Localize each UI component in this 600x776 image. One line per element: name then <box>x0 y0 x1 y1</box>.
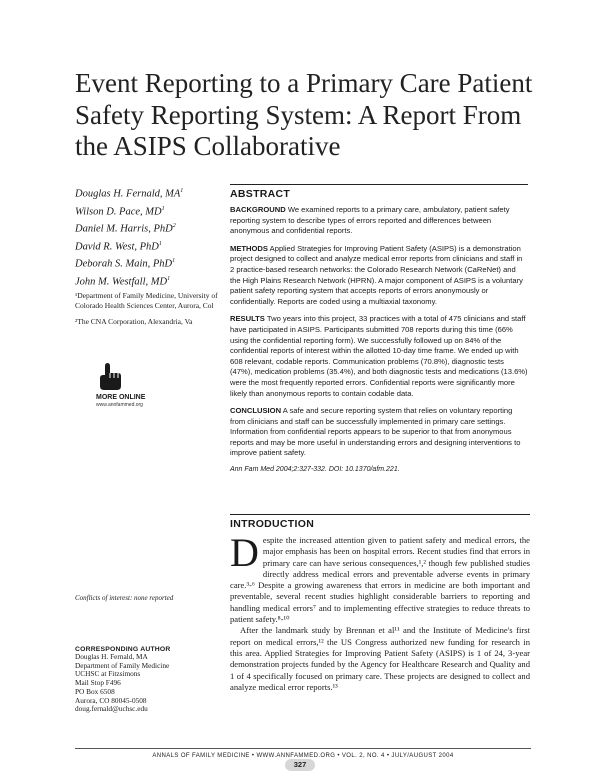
abstract-results: RESULTS Two years into this project, 33 practices with a total of 475 clinicians and staff have participated in ASIPS. Participants submitted 708 reports during this time (66% using the confidential reporting form). We successfully followed up on 84% of the confidential reports of interest within the allotted 10-day time frame. We ended up with 608 relevant, codable reports. Communication problems (70.8%), diagnostic tests (47%), medication problems (35.4%), and both diagnostic tests and medications (13.6%) were the most frequently reported errors. Confidential reports were significantly more likely than anonymous reports to contain codable data. <box>230 314 528 398</box>
author: Wilson D. Pace, $MD^1$ <box>75 205 165 217</box>
abstract-heading: ABSTRACT <box>230 188 291 200</box>
author: Deborah S. Main, PhD$^1$ <box>75 258 176 270</box>
author: Daniel M. Harris, PhD$^2$ <box>75 223 176 235</box>
pointing-hand-icon <box>96 360 132 394</box>
corresponding-line: Department of Family Medicine <box>75 660 170 670</box>
more-online-url[interactable]: www.annfammed.org <box>96 402 143 408</box>
section-rule <box>230 184 528 185</box>
author: Douglas H. Fernald, $MA^1$ <box>75 188 184 200</box>
corresponding-line: Mail Stop F496 <box>75 678 121 688</box>
abstract-conclusion: CONCLUSION A safe and secure reporting system that relies on voluntary reporting from clinicians and staff can be successfully implemented in primary care settings. Information from confidential reports appears to be superior to that from anonymous reports and may be more useful in understanding errors and designing interventions to improve patient safety. <box>230 406 521 458</box>
citation: Ann Fam Med 2004;2:327-332. DOI: 10.1370/afm.221. <box>230 466 400 474</box>
corresponding-line: UCHSC at Fitzsimons <box>75 669 141 679</box>
section-rule <box>230 514 530 515</box>
affiliation: ¹Department of Family Medicine, University of Colorado Health Sciences Center, Aurora, Col <box>75 291 218 310</box>
abstract-section <box>230 184 528 473</box>
article-title: Event Reporting to a Primary Care Patient Safety Reporting System: A Report From the ASIPS Collaborative <box>75 68 533 161</box>
corresponding-heading: CORRESPONDING AUTHOR <box>75 646 171 653</box>
corresponding-email[interactable]: doug.fernald@uchsc.edu <box>75 704 148 714</box>
corresponding-line: PO Box 6508 <box>75 686 115 696</box>
intro-paragraph: Despite the increased attention given to patient safety and medical errors, the major emphasis has been on hospital errors. Recent studies find that errors in primary care can have serious consequences,¹,² though few published studies directly address medical errors and preventable adverse events in primary care.³-⁶ Despite a growing awareness that errors in medicine are both important and preventable, several recent studies highlight considerable barriers to reporting and handling medical errors⁷ and to implementing effective strategies to reduce threats to patient safety.⁸-¹⁰ <box>230 530 530 625</box>
conflicts-note: Conflicts of interest: none reported <box>75 594 174 602</box>
introduction-section <box>230 514 530 693</box>
abstract-methods: METHODS Applied Strategies for Improving Patient Safety (ASIPS) is a demonstration project designed to collect and analyze medical error reports from clinicians and staff in 2 practice-based research networks: the Colorado Research Network (CaReNet) and the High Plains Research Network (HPRN). A major component of ASIPS is a voluntary patient safety reporting system that accepts reports of errors anonymously or confidentially. Reports are coded using a multiaxial taxonomy. <box>230 243 523 306</box>
page-footer: ANNALS OF FAMILY MEDICINE • WWW.ANNFAMMED.ORG • VOL. 2, NO. 4 • JULY/AUGUST 2004 <box>75 748 531 759</box>
corresponding-author <box>75 646 215 714</box>
more-online-label: MORE ONLINE <box>96 394 146 401</box>
intro-paragraph: After the landmark study by Brennan et al¹¹ and the Institute of Medicine's first report on medical errors,¹² the US Congress authorized new funding for research in this area. Applied Strategies for Improving Patient Safety (ASIPS) is 1 of 24, 3-year demonstration projects funded by the Agency for Healthcare Research and Quality and 1 of 4 specifically focused on primary care. These projects are designed to collect and analyze medical error reports.¹³ <box>230 625 530 692</box>
author: John M. Westfall, $MD^1$ <box>75 275 171 287</box>
drop-cap: D <box>230 530 259 575</box>
affiliation: ²The CNA Corporation, Alexandria, Va <box>75 317 193 326</box>
author-list <box>75 184 225 327</box>
corresponding-line: Aurora, CO 80045-0508 <box>75 695 147 705</box>
abstract-background: BACKGROUND We examined reports to a primary care, ambulatory, patient safety reporting system to describe types of errors reported and differences between anonymous and confidential reports. <box>230 205 510 236</box>
author: David R. West, PhD$^1$ <box>75 240 162 252</box>
introduction-heading: INTRODUCTION <box>230 518 315 530</box>
page-number: 327 <box>285 759 315 771</box>
corresponding-line: Douglas H. Fernald, MA <box>75 652 148 661</box>
